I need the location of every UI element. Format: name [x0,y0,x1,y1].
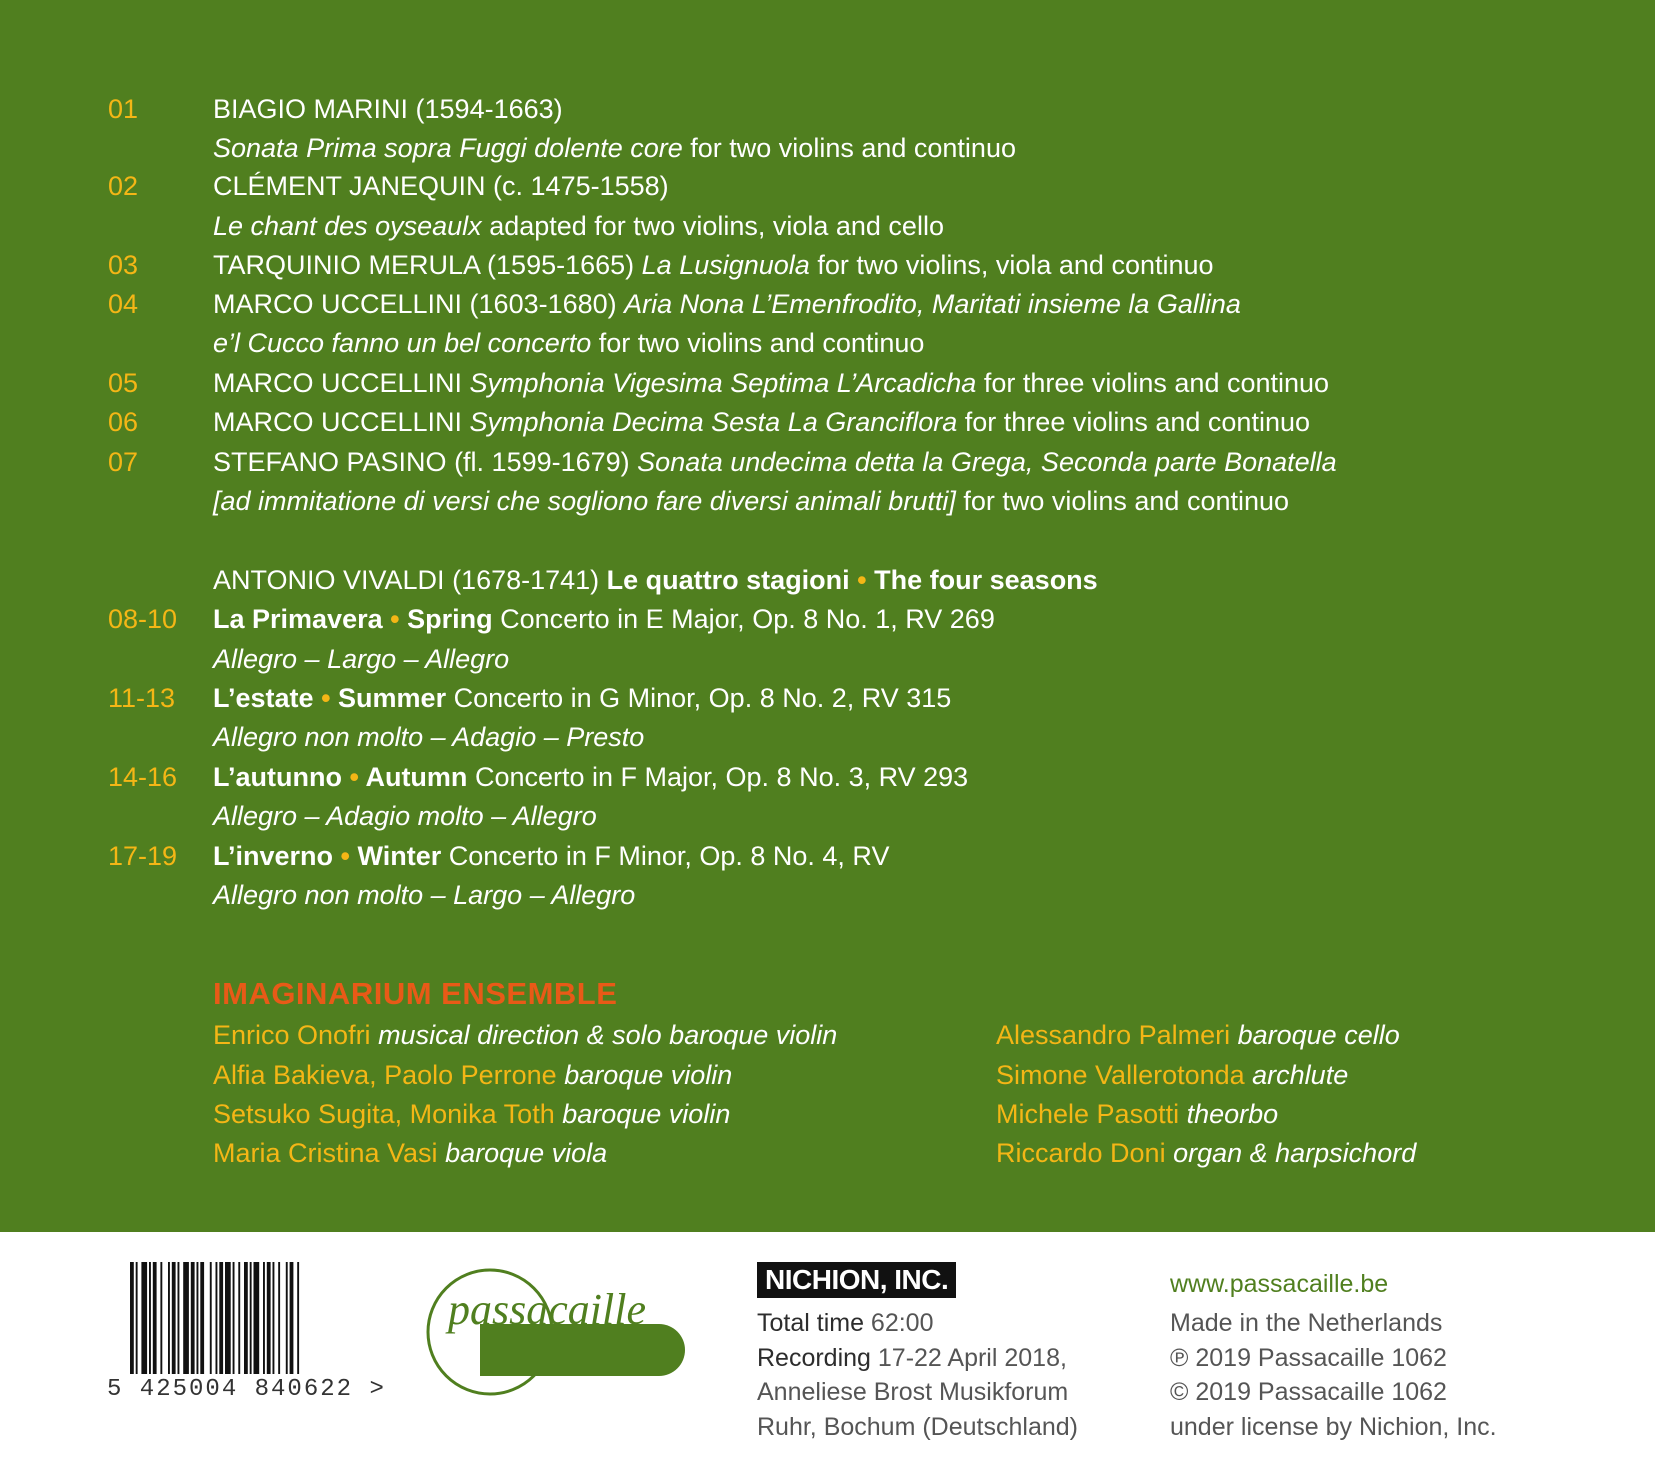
composer-name: MARCO UCCELLINI [213,289,463,319]
logo-text: passacaille [448,1285,646,1334]
ensemble-name: IMAGINARIUM ENSEMBLE [213,976,618,1011]
nichion-logo: NICHION, INC. [757,1262,956,1298]
track-number: 02 [108,171,139,201]
movements: Allegro non molto – Largo – Allegro [213,880,636,910]
legal-line: Made in the Netherlands [1170,1309,1443,1337]
performer-8 [996,1137,1416,1169]
composer-dates: (1595-1665) [479,250,642,280]
track-number: 08-10 [108,604,178,634]
performer-name: Alessandro Palmeri [996,1020,1231,1050]
work-title: La Lusignuola [641,250,810,280]
concerto-title-en: Winter [357,841,442,871]
performer-4 [213,1137,607,1169]
instrumentation: for three violins and continuo [957,407,1310,437]
legal-line: ℗ 2019 Passacaille 1062 [1170,1343,1447,1372]
instrumentation: for three violins and continuo [976,368,1330,398]
instrumentation: for two violins and continuo [591,328,925,358]
bullet: • [313,683,339,713]
instrumentation: adapted for two violins, viola and cello [481,211,944,241]
work-title-cont: [ad immitatione di versi che sogliono fare diversi animali brutti] [213,486,956,516]
performer-role: theorbo [1179,1099,1279,1129]
concerto-title-it: La Primavera [213,604,383,634]
bullet: • [382,604,408,634]
instrumentation: for two violins and continuo [682,133,1016,163]
performer-6 [996,1059,1348,1091]
track-number: 07 [108,447,139,477]
total-time-label: Total time [757,1309,864,1337]
passacaille-logo [420,1262,690,1402]
recording-location: Ruhr, Bochum (Deutschland) [757,1412,1078,1441]
recording-label: Recording [757,1343,871,1372]
performer-name: Maria Cristina Vasi [213,1138,438,1168]
movements: Allegro – Adagio molto – Allegro [213,801,597,831]
total-time-value: 62:00 [863,1309,934,1337]
bullet: • [341,762,366,792]
work-title: Symphonia Vigesima Septima L’Arcadicha [462,368,977,398]
performer-role: musical direction & solo baroque violin [370,1020,838,1050]
performer-role: baroque violin [554,1099,731,1129]
performer-name: Alfia Bakieva, Paolo Perrone [213,1060,557,1090]
instrumentation: for two violins and continuo [955,486,1290,516]
performer-5 [996,1019,1400,1051]
performer-role: baroque violin [556,1060,733,1090]
composer-dates: (1594-1663) [408,94,563,124]
track-number: 03 [108,250,139,280]
concerto-title-en: Summer [338,683,447,713]
performer-role: baroque viola [437,1138,608,1168]
performer-2 [213,1059,732,1091]
concerto-desc: Concerto in F Minor, Op. 8 No. 4, RV [441,841,890,871]
movements: Allegro non molto – Adagio – Presto [213,722,645,752]
track-number: 01 [108,94,139,124]
bullet: • [849,565,875,595]
composer-name: ANTONIO VIVALDI [213,565,445,595]
concerto-desc: Concerto in E Major, Op. 8 No. 1, RV 269 [492,604,995,634]
legal-info [1170,1306,1497,1444]
composer-dates: (1603-1680) [462,289,625,319]
work-title: Sonata undecima detta la Grega, Seconda parte Bonatella [637,447,1337,477]
work-title: Aria Nona L’Emenfrodito, Maritati insieme la Gallina [624,289,1241,319]
movements: Allegro – Largo – Allegro [213,644,510,674]
concerto-desc: Concerto in G Minor, Op. 8 No. 2, RV 315 [446,683,952,713]
performer-role: organ & harpsichord [1165,1138,1417,1168]
work-title-en: The four seasons [874,565,1098,595]
performer-3 [213,1098,730,1130]
track-number: 04 [108,289,139,319]
performer-name: Simone Vallerotonda [996,1060,1245,1090]
composer-name: MARCO UCCELLINI [213,407,463,437]
concerto-title-en: Spring [407,604,493,634]
concerto-title-it: L’autunno [213,762,342,792]
performer-1 [213,1019,837,1051]
work-title-it: Le quattro stagioni [606,565,850,595]
recording-info [757,1306,1078,1444]
concerto-title-it: L’estate [213,683,314,713]
performer-7 [996,1098,1278,1130]
legal-line: under license by Nichion, Inc. [1170,1412,1497,1441]
instrumentation: for two violins, viola and continuo [809,250,1214,280]
concerto-title-en: Autumn [365,762,468,792]
track-number: 14-16 [108,762,178,792]
performer-role: archlute [1244,1060,1349,1090]
legal-line: © 2019 Passacaille 1062 [1170,1378,1447,1406]
website-link[interactable]: www.passacaille.be [1170,1270,1389,1298]
composer-name: MARCO UCCELLINI [213,368,463,398]
barcode [130,1262,350,1374]
work-title-cont: e’l Cucco fanno un bel concerto [213,328,592,358]
composer-dates: (1678-1741) [444,565,607,595]
track-number: 11-13 [108,683,176,713]
composer-name: TARQUINIO MERULA [213,250,480,280]
track-number: 17-19 [108,841,178,871]
concerto-desc: Concerto in F Major, Op. 8 No. 3, RV 293 [467,762,969,792]
track-number: 06 [108,407,139,437]
recording-venue: Anneliese Brost Musikforum [757,1378,1069,1406]
performer-name: Michele Pasotti [996,1099,1180,1129]
track-number: 05 [108,368,139,398]
performer-role: baroque cello [1230,1020,1400,1050]
work-title: Le chant des oyseaulx [213,211,482,241]
composer-dates: (fl. 1599-1679) [446,447,638,477]
composer-name: BIAGIO MARINI [213,94,409,124]
composer-name: STEFANO PASINO [213,447,447,477]
performer-name: Setsuko Sugita, Monika Toth [213,1099,555,1129]
performer-name: Enrico Onofri [213,1020,371,1050]
barcode-number: 5 425004 840622 > [107,1376,386,1403]
composer-name: CLÉMENT JANEQUIN [213,171,486,201]
composer-dates: (c. 1475-1558) [485,171,669,201]
work-title: Symphonia Decima Sesta La Granciflora [462,407,958,437]
recording-value: 17-22 April 2018, [870,1343,1067,1372]
work-title: Sonata Prima sopra Fuggi dolente core [213,133,683,163]
bullet: • [333,841,358,871]
concerto-title-it: L’inverno [213,841,334,871]
performer-name: Riccardo Doni [996,1138,1166,1168]
